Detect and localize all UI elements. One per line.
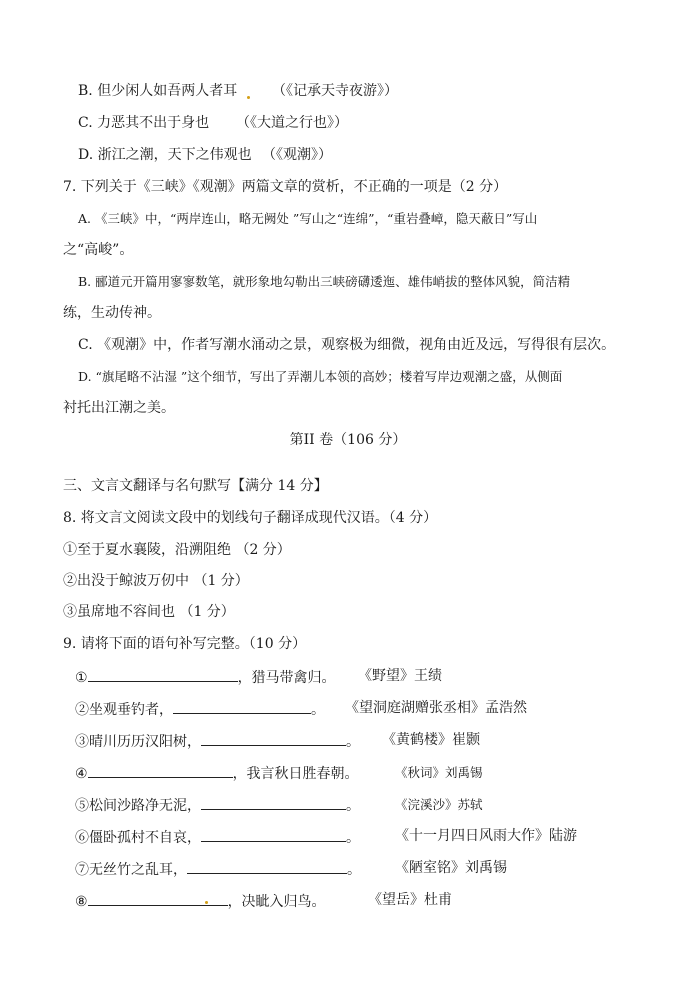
q9-item-2: ②坐观垂钓者， 。	[75, 699, 325, 719]
q9-item-4-source: 《秋词》刘禹锡	[395, 765, 483, 780]
q9-item-3-source: 《黄鹤楼》崔颢	[382, 732, 480, 748]
q9-item-4: ④ ，我言秋日胜春朝。	[75, 763, 359, 783]
q9-item-5-source: 《浣溪沙》苏轼	[395, 797, 483, 812]
option-c: C. 力恶其不出于身也	[78, 115, 210, 131]
q7-option-d-line2: 衬托出江潮之美。	[63, 400, 175, 416]
q8-item-2: ②出没于鲸波万仞中 （1 分）	[63, 573, 249, 589]
answer-blank[interactable]	[201, 827, 346, 842]
volume-title: 第II 卷（106 分）	[289, 432, 407, 448]
q9-item-5: ⑤松间沙路净无泥， 。	[75, 795, 360, 815]
section3-title: 三、文言文翻译与名句默写【满分 14 分】	[63, 478, 328, 494]
option-d-source: （《观潮》）	[262, 147, 332, 163]
answer-blank[interactable]	[88, 891, 228, 906]
q9-stem: 9. 请将下面的语句补写完整。（10 分）	[63, 636, 307, 652]
q9-item-7-source: 《陋室铭》刘禹锡	[395, 860, 507, 876]
option-b-source: （《记承天寺夜游》）	[272, 83, 398, 99]
answer-blank[interactable]	[173, 699, 311, 714]
decorative-dot	[247, 96, 250, 99]
answer-blank[interactable]	[201, 795, 346, 810]
q9-item-6: ⑥僵卧孤村不自哀， 。	[75, 827, 360, 847]
q7-option-b-line1: B. 郦道元开篇用寥寥数笔，就形象地勾勒出三峡磅礴逶迤、雄伟峭拔的整体风貌，简洁精	[78, 274, 571, 289]
q7-option-b-line2: 练，生动传神。	[63, 305, 161, 321]
q8-stem: 8. 将文言文阅读文段中的划线句子翻译成现代汉语。（4 分）	[63, 510, 438, 526]
q9-item-8-source: 《望岳》杜甫	[368, 892, 452, 908]
q9-item-6-source: 《十一月四日风雨大作》陆游	[395, 828, 577, 844]
q7-stem: 7. 下列关于《三峡》《观潮》两篇文章的赏析，不正确的一项是（2 分）	[63, 179, 508, 195]
answer-blank[interactable]	[201, 731, 346, 746]
q9-item-1: ① ，猎马带禽归。	[75, 667, 336, 687]
answer-blank[interactable]	[88, 763, 233, 778]
q8-item-3: ③虽席地不容间也 （1 分）	[63, 604, 235, 620]
q9-item-2-source: 《望洞庭湖赠张丞相》孟浩然	[345, 700, 527, 716]
decorative-dot	[205, 901, 208, 904]
q9-item-3: ③晴川历历汉阳树， 。	[75, 731, 360, 751]
option-c-source: （《大道之行也》）	[236, 115, 348, 131]
q7-option-a-line2: 之“高峻”。	[63, 242, 134, 258]
q9-item-1-source: 《野望》王绩	[358, 668, 442, 684]
answer-blank[interactable]	[88, 667, 238, 682]
option-d: D. 浙江之潮，天下之伟观也	[78, 147, 252, 163]
q9-item-7: ⑦无丝竹之乱耳， 。	[75, 859, 361, 879]
q8-item-1: ①至于夏水襄陵，沿溯阻绝 （2 分）	[63, 542, 291, 558]
option-b: B. 但少闲人如吾两人者耳	[78, 83, 238, 99]
q7-option-c: C. 《观潮》中，作者写潮水涌动之景，观察极为细微，视角由近及远，写得很有层次。	[78, 337, 616, 353]
q9-item-8: ⑧ ，决眦入归鸟。	[75, 891, 326, 911]
answer-blank[interactable]	[187, 859, 347, 874]
q7-option-d-line1: D. “旗尾略不沾湿 ”这个细节，写出了弄潮儿本领的高妙；楼着写岸边观潮之盛，从侧面	[78, 369, 563, 384]
q7-option-a-line1: A. 《三峡》中，“两岸连山，略无阙处 ”写山之“连绵”，“重岩叠嶂，隐天蔽日”写山	[78, 211, 538, 226]
